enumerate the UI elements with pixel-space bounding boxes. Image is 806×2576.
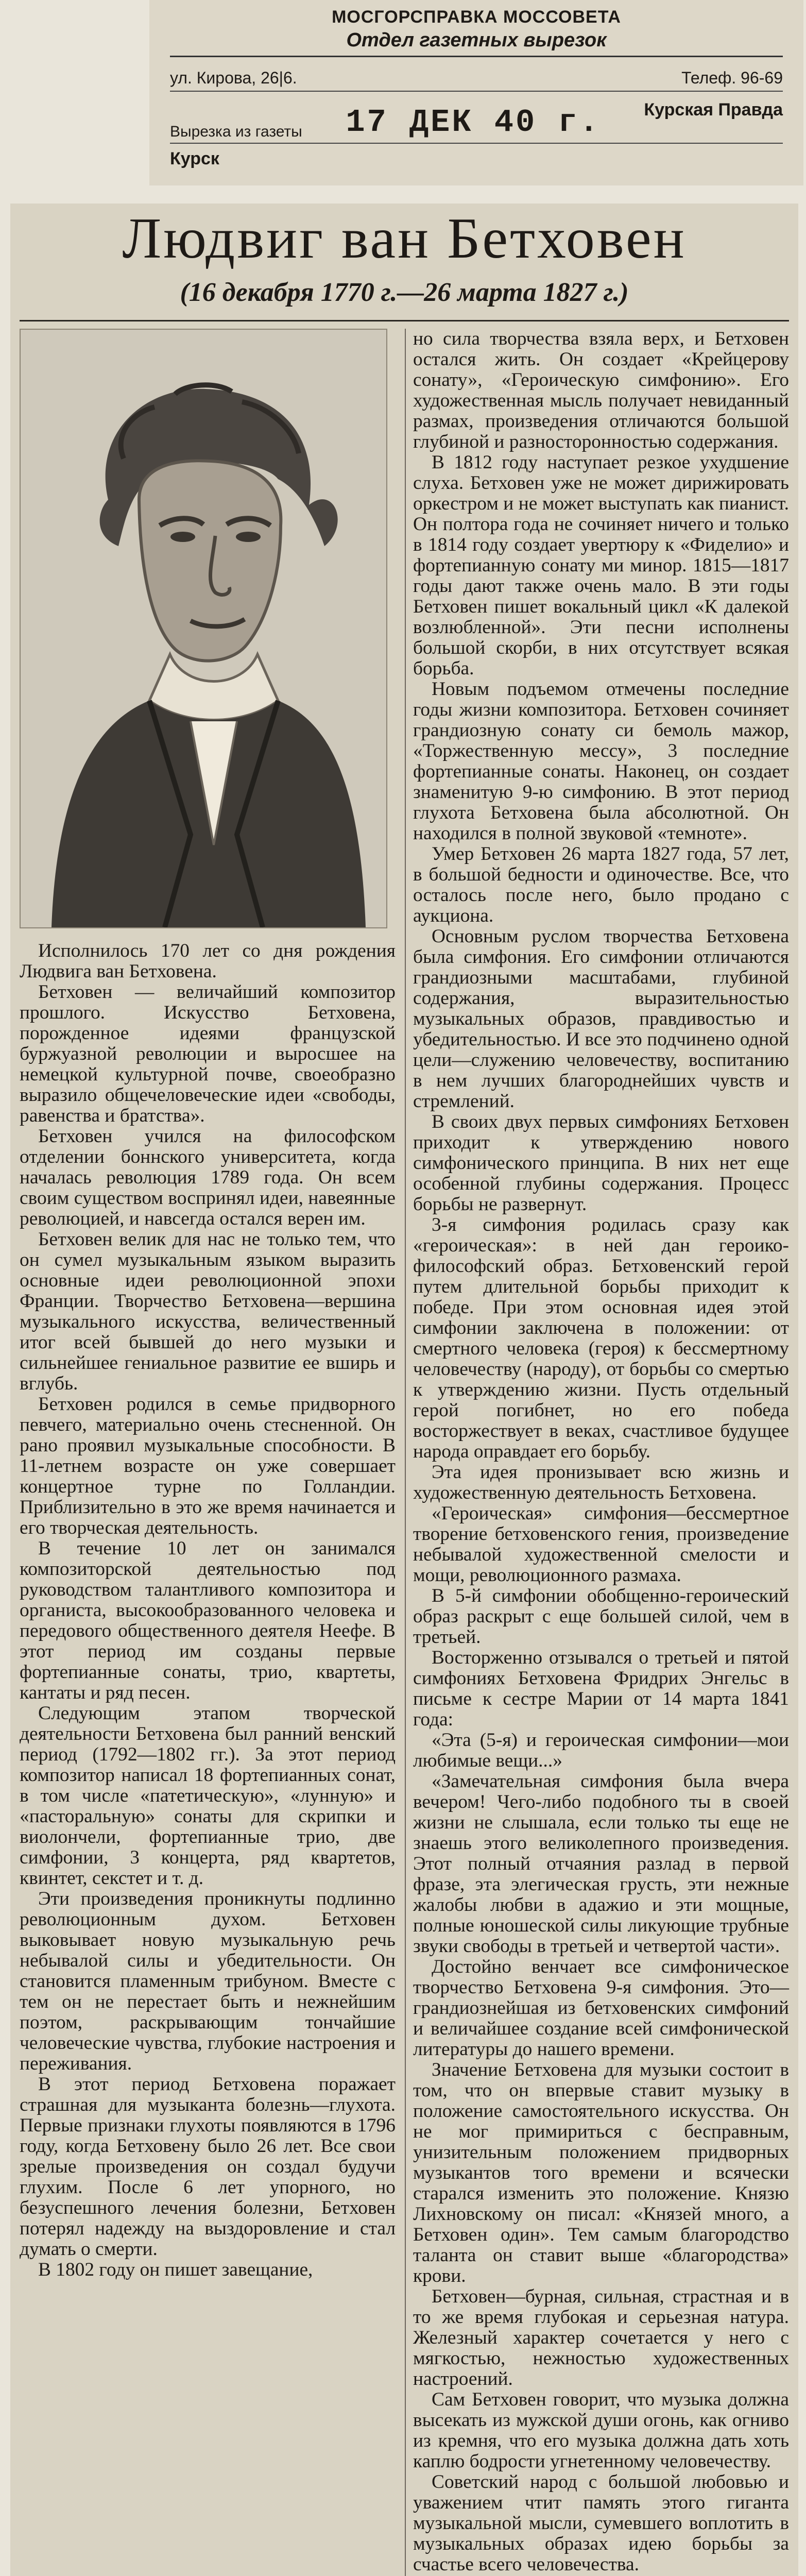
article-paragraph: Бетховен учился на философском отделении боннского университета, когда началась революция 1789 года. Он всем своим существом воспринял идеи, навеянные революцией, и навсегда остался верен им. (20, 1126, 396, 1229)
article-paragraph: Бетховен велик для нас не только тем, что он сумел музыкальным языком выразить основные идеи революционной эпохи Франции. Творчество Бетховена—вершина музыкального искусства, величественный итог всей бывшей до него музыки и сильнейшее гениальное развитие ее вширь и вглубь. (20, 1229, 396, 1394)
article-dates: (16 декабря 1770 г.—26 марта 1827 г.) (180, 278, 629, 307)
stamp-cut-label: Вырезка из газеты (170, 123, 302, 140)
article-quote: «Замечательная симфония была вчера вечером! Чего-либо подобного ты в своей жизни не слышала, если только ты еще не знаешь этого великолепного произведения. Этот полный отчаяния разлад в первой фразе, эта элегическая грусть, эти нежные жалобы любви в адажио и эти мощные, полные юношеской силы ликующие трубные звуки свободы в третьей и четвертой части». (413, 1771, 789, 1957)
stamp-city: Курск (170, 149, 219, 168)
article-paragraph: В 1812 году наступает резкое ухудшение слуха. Бетховен уже не может дирижировать оркестром и не может выступать как пианист. Он полтора года не сочиняет ничего и только в 1814 году создает увертюру к «Фиделио» и фортепианную сонату ми минор. 1815—1817 годы дают также очень мало. В эти годы Бетховен пишет вокальный цикл «К далекой возлюбленной». Эти песни исполнены большой скорби, в них отсутствует всякая борьба. (413, 452, 789, 679)
stamp-address: ул. Кирова, 26|6. (170, 69, 297, 87)
stamp-newspaper: Курская Правда (644, 100, 783, 120)
article-paragraph: Бетховен—бурная, сильная, страстная и в то же время глубокая и серьезная натура. Железный характер сочетается у него с мягкостью, нежностью художественных настроений. (413, 2286, 789, 2389)
article-paragraph: Сам Бетховен говорит, что музыка должна высекать из мужской души огонь, как огниво из кремня, что его музыка должна дать хоть каплю бодрости угнетенному человечеству. (413, 2389, 789, 2472)
article-paragraph: Советский народ с большой любовью и уважением чтит память этого гиганта музыкальной мысли, сумевшего воплотить в музыкальных образах идею борьбы за счастье всего человечества. (413, 2471, 789, 2575)
stamp-date: 17 ДЕК 40 г. (346, 104, 601, 141)
stamp-contact-row (170, 69, 783, 92)
article-title: Людвиг ван Бетховен (122, 207, 687, 270)
article-paragraph: Основным руслом творчества Бетховена была симфония. Его симфонии отличаются грандиозными масштабами, глубиной содержания, выразительностью музыкальных образов, правдивостью и убедительностью. И все это подчинено одной цели—служению человечеству, воспитанию в нем лучших благороднейших чувств и стремлений. (413, 926, 789, 1112)
article-paragraph: В 1802 году он пишет завещание, (38, 2259, 313, 2280)
article-paragraph: В течение 10 лет он занимался композиторской деятельностью под руководством талантливого композитора и органиста, высокообразованного человека и передового общественного деятеля Неефе. В этот период им созданы первые фортепианные сонаты, трио, квартеты, кантаты и ряд песен. (20, 1538, 396, 1703)
article-paragraph: Следующим этапом творческой деятельности Бетховена был ранний венский период (1792—1802 гг.). За этот период композитор написал 18 фортепианных сонат, в том числе «патетическую», «лунную» и «пасторальную» сонаты для скрипки и виолончели, фортепианные трио, две симфонии, 3 концерта, ряд квартетов, квинтет, секстет и т. д. (20, 1703, 396, 1889)
article-paragraph: Восторженно отзывался о третьей и пятой симфониях Бетховена Фридрих Энгельс в письме к сестре Марии от 14 марта 1841 года: (413, 1647, 789, 1730)
article-quote: «Эта (5-я) и героическая симфонии—мои любимые вещи...» (413, 1730, 789, 1771)
article-paragraph: В этот период Бетховена поражает страшная для музыканта болезнь—глухота. Первые признаки глухоты появляются в 1796 году, когда Бетховену было 26 лет. Все свои зрелые произведения он создал будучи глухим. После 6 лет упорного, но безуспешного лечения болезни, Бетховен потерял надежду на выздоровление и стал думать о смерти. (20, 2074, 396, 2260)
title-divider (20, 320, 789, 321)
article-paragraph: Эта идея пронизывает всю жизнь и художественную деятельность Бетховена. (413, 1462, 789, 1503)
beethoven-portrait-icon (20, 329, 387, 928)
right-column (410, 329, 789, 2576)
article-paragraph: 3-я симфония родилась сразу как «героическая»: в ней дан героико-философский образ. Бетховенский герой путем длительной борьбы приходит к победе. При этом основная идея этой симфонии заключена в положении: от смертного человека (героя) к бессмертному человечеству (народу), от борьбы со смертью к утверждению жизни. Пусть отдельный герой погибнет, но его победа восторжествует в веках, счастливое будущее народа оправдает его борьбу. (413, 1214, 789, 1462)
stamp-phone: Телеф. 96-69 (681, 69, 783, 87)
article-paragraph: Достойно венчает все симфоническое творчество Бетховена 9-я симфония. Это—грандиознейшая из бетховенских симфоний и величайшее создание всей симфонической литературы до нашего времени. (413, 1956, 789, 2060)
article-paragraph: В своих двух первых симфониях Бетховен приходит к утверждению нового симфонического принципа. В них нет еще особенной глубины содержания. Процесс борьбы не развернут. (413, 1111, 789, 1215)
stamp-department: Отдел газетных вырезок (170, 29, 783, 57)
clipping-bureau-stamp (149, 0, 803, 185)
newspaper-clipping (10, 204, 798, 2576)
article-paragraph: но сила творчества взяла верх, и Бетховен остался жить. Он создает «Крейцерову сонату», «Героическую симфонию». Его художественная мысль получает невиданный размах, произведения отличаются большой глубиной и разносторонностью содержания. (413, 328, 789, 452)
article-paragraph: Эти произведения проникнуты подлинно революционным духом. Бетховен выковывает новую музыкальную речь небывалой силы и убедительности. Он становится пламенным трибуном. Вместе с тем он не перестает быть и нежнейшим поэтом, раскрывающим тончайшие человеческие чувства, глубокие настроения и переживания. (20, 1888, 396, 2074)
article-paragraph: Бетховен — величайший композитор прошлого. Искусство Бетховена, порожденное идеями французской буржуазной революции и выросшее на немецкой культурной почве, своеобразно выразило общечеловеческие идеи «свободы, равенства и братства». (20, 981, 396, 1126)
article-paragraph: В 5-й симфонии обобщенно-героический образ раскрыт с еще большей силой, чем в третьей. (413, 1585, 789, 1648)
article-paragraph: Значение Бетховена для музыки состоит в том, что он впервые ставит музыку в положение самостоятельного искусства. Он не мог примириться с бесправным, унизительным положением придворных музыкантов того времени и всячески старался изменить это положение. Князю Лихновскому он писал: «Князей много, а Бетховен один». Тем самым благородство таланта он ставит выше «благородства» крови. (413, 2059, 789, 2286)
article-paragraph: Новым подъемом отмечены последние годы жизни композитора. Бетховен сочиняет грандиозную сонату си бемоль мажор, «Торжественную мессу», 3 последние фортепианные сонаты. Наконец, он создает знаменитую 9-ю симфонию. В этот период глухота Бетховена была абсолютной. Он находился в полной звуковой «темноте». (413, 679, 789, 844)
article-paragraph: Умер Бетховен 26 марта 1827 года, 57 лет, в большой бедности и одиночестве. Все, что осталось после него, было продано с аукциона. (413, 843, 789, 926)
left-column (20, 329, 406, 2576)
article-paragraph: Бетховен родился в семье придворного певчего, материально очень стесненной. Он рано проявил музыкальные способности. В 11-летнем возрасте он уже совершает концертное турне по Голландии. Приблизительно в это же время начинается и его творческая деятельность. (20, 1394, 396, 1538)
article-columns (20, 329, 789, 2576)
stamp-organization: МОСГОРСПРАВКА МОССОВЕТА (332, 7, 621, 27)
article-paragraph: Исполнилось 170 лет со дня рождения Людвига ван Бетховена. (20, 940, 396, 982)
stamp-source-row (170, 100, 783, 144)
article-paragraph: «Героическая» симфония—бессмертное творение бетховенского гения, произведение небывалой художественной смелости и мощи, революционного размаха. (413, 1503, 789, 1586)
